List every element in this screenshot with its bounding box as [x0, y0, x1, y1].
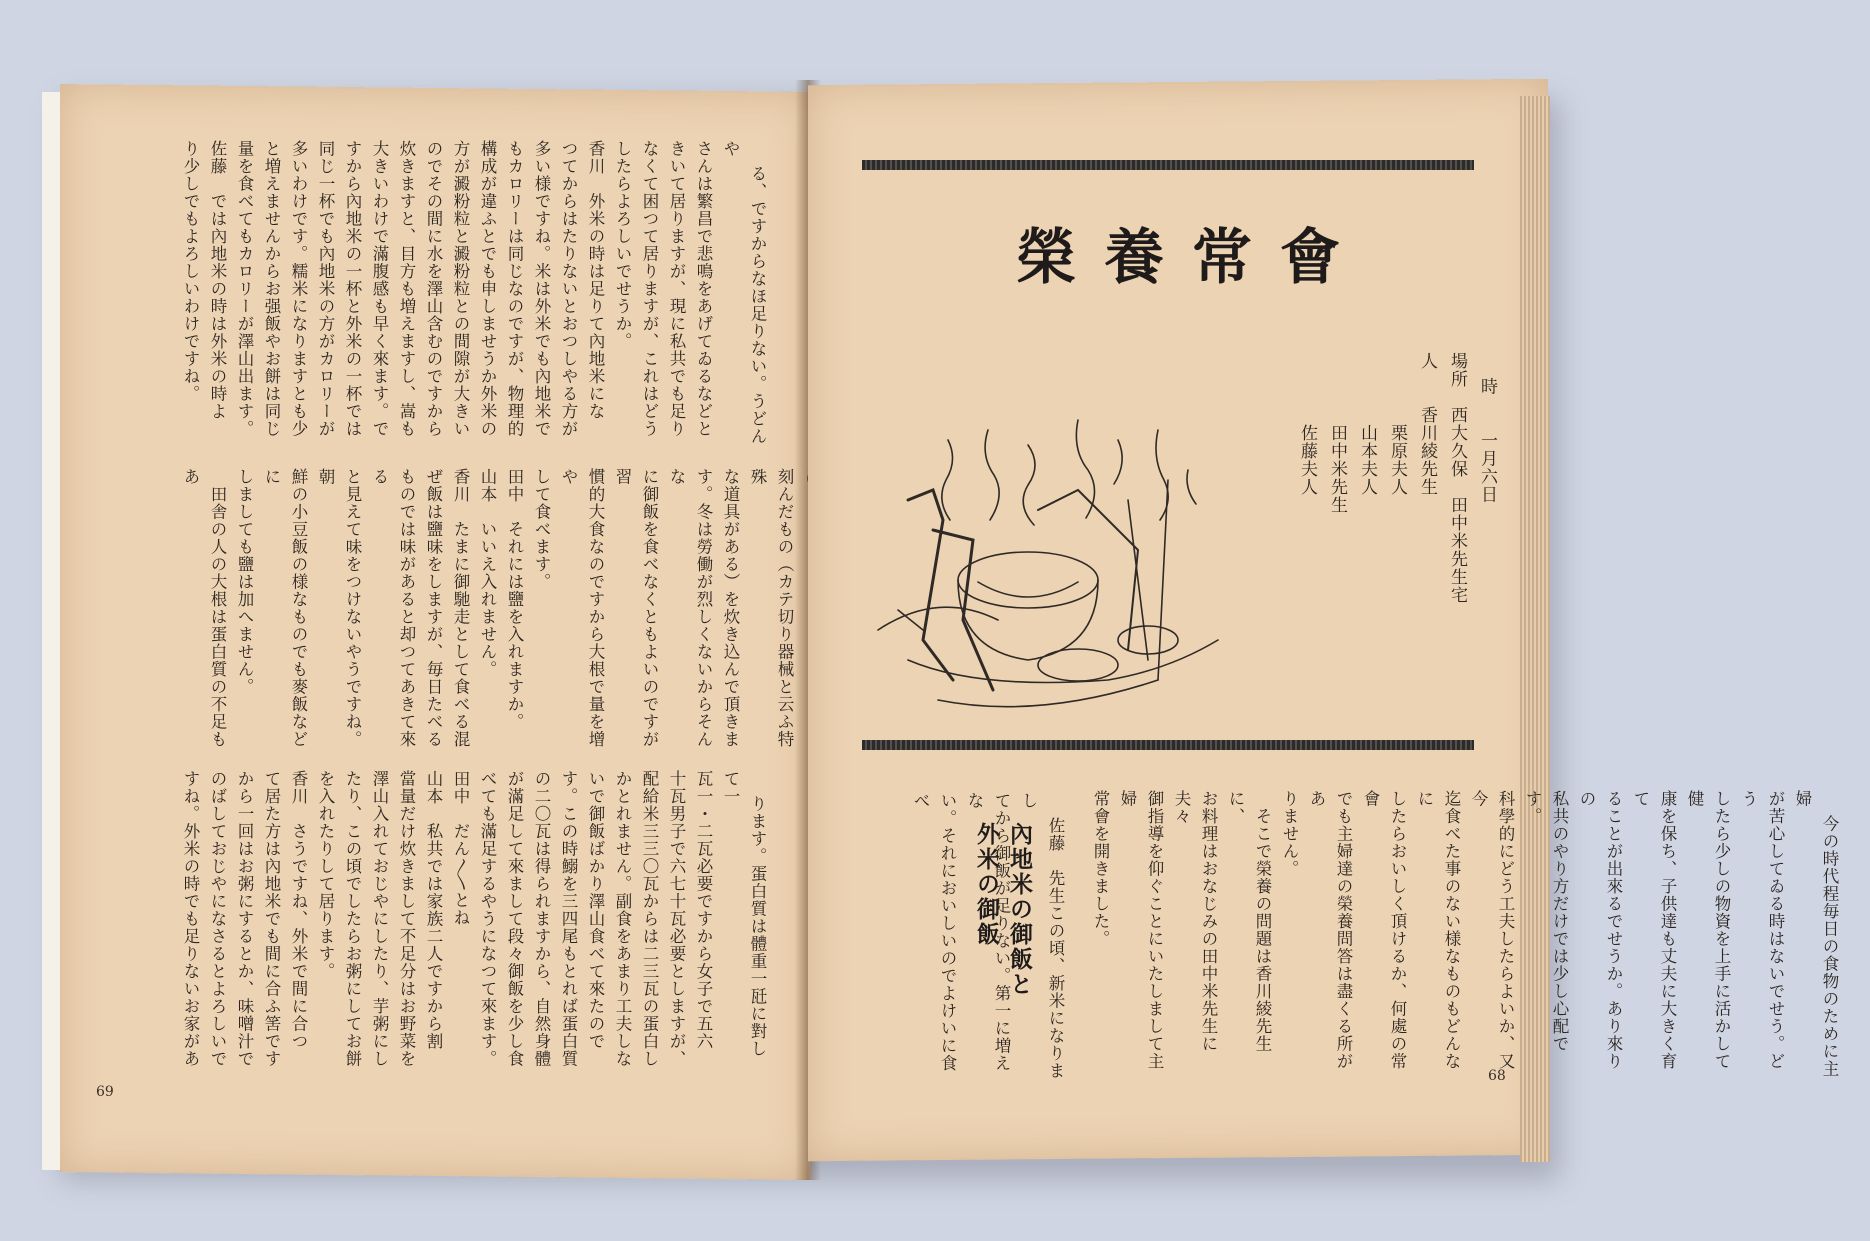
text-line: い。それにおいしいのでよけいに食べ	[911, 792, 957, 1072]
text-line: したらおいしく頂けるか、何處の常會	[1361, 790, 1407, 1070]
text-line: 方が澱粉粒と澱粉粒との間隙が大きい	[451, 140, 470, 438]
meta-block	[1262, 352, 1532, 652]
text-line: さんは繁昌で悲鳴をあげてゐるなどと	[694, 140, 713, 438]
text-line: 鮮の小豆飯の様なものでも麥飯などに	[262, 468, 308, 748]
text-line: つてからはたりないとおつしやる方が	[559, 140, 578, 438]
text-line: 大きいわけで滿腹感も早く來ます。で	[370, 140, 389, 438]
text-line: 慣的大食なのですから大根で量を增や	[559, 468, 605, 748]
text-line: 多い様ですね。米は外米でも內地米で	[532, 140, 551, 438]
text-line: 田中 だん〳〵とね	[451, 770, 470, 927]
text-line: てから御飯が足りない。第一に増えな	[965, 792, 1011, 1072]
text-line: 多いわけです。糯米になりますとも少	[289, 140, 308, 438]
article-title: 榮養常會	[1016, 223, 1368, 293]
text-line: 同じ一杯でも內地米の方がカロリーが	[316, 140, 335, 438]
text-line: す。この時鰯を三四尾もとれば蛋白質	[559, 770, 578, 1068]
text-line: ります。蛋白質は體重一瓩に對して一	[721, 770, 767, 1058]
text-line: 配給米三三〇瓦からは二三瓦の蛋白し	[640, 770, 659, 1068]
text-line: す。冬は勞働が烈しくないからそんな	[667, 468, 713, 748]
meta-line: 山本夫人	[1357, 352, 1377, 496]
title-rule-bottom	[862, 740, 1474, 750]
text-line: しましても鹽は加へません。	[235, 468, 254, 696]
page-edge-strip	[42, 92, 62, 1170]
text-line: ることが出來るでせうか。あり來りの	[1577, 790, 1623, 1070]
text-line: 香川 たまに御馳走として食べる混	[451, 468, 470, 748]
text-line: 香川 さうですね、外米で間に合つ	[289, 770, 308, 1050]
text-line: 今の時代程毎日の食物のために主婦	[1793, 790, 1839, 1078]
meta-line: 田中米先生	[1327, 352, 1347, 514]
text-line: いで御飯ばかり澤山食べて來たので	[586, 770, 605, 1050]
text-line: 御指導を仰ぐことにいたしまして主婦	[1118, 790, 1164, 1070]
text-line: ぜ飯は鹽味をしますが、毎日たべる	[424, 468, 443, 748]
text-line: 量を食べてもカロリーが澤山出ます。	[235, 140, 254, 438]
text-line: 迄食べた事のない様なものもどんなに	[1415, 790, 1461, 1070]
text-line: べても滿足するやうになつて來ます。	[478, 770, 497, 1068]
text-line: 十瓦男子で六七十瓦必要としますが、	[667, 770, 686, 1068]
meta-line: 人 香川綾先生	[1417, 352, 1437, 496]
text-line: ものでは味があると却つてあきて來る	[370, 468, 416, 748]
opening-dialogue	[880, 792, 1096, 1082]
text-line: 田中 それには鹽を入れますか。	[505, 468, 524, 731]
meta-line: 栗原夫人	[1387, 352, 1407, 496]
text-line: すね。外米の時でも足りないお家があ	[181, 770, 200, 1068]
text-line: たり、この頃でしたらお粥にしてお餅	[343, 770, 362, 1068]
text-line: すから內地米の一杯と外米の一杯では	[343, 140, 362, 438]
left-upper-text	[150, 140, 798, 460]
text-line: きいて居りますが、現に私共でも足り	[667, 140, 686, 438]
meta-line: 場所 西大久保 田中米先生宅	[1447, 352, 1467, 604]
text-line: な道具がある）を炊き込んで頂きま	[721, 468, 740, 748]
text-line: りません。	[1280, 790, 1299, 878]
page-number-left: 69	[96, 1084, 114, 1100]
left-lower-text	[150, 770, 798, 1070]
text-line: そこで榮養の問題は香川綾先生に、	[1226, 790, 1272, 1053]
text-line: 當量だけ炊きまして不足分はお野菜を	[397, 770, 416, 1068]
text-line: に御飯を食べなくともよいのですが習	[613, 468, 659, 748]
text-line: が滿足して來まして段々御飯を少し食	[505, 770, 524, 1068]
meta-line: 時 一月六日	[1477, 377, 1497, 504]
text-line: 常會を開きました。	[1091, 790, 1110, 948]
text-line: 山本 いいえ入れません。	[478, 468, 497, 678]
text-line: と見えて味をつけないやうですね。朝	[316, 468, 362, 748]
page-number-right: 68	[1488, 1068, 1506, 1084]
text-line: る、ですからなほ足りない。うどんや	[721, 140, 767, 445]
text-line: のばしておじやになさるとよろしいで	[208, 770, 227, 1068]
text-line: のでその間に水を澤山含むのですから	[424, 140, 443, 438]
text-line: 澤山入れておじやにしたり、芋粥にし	[370, 770, 389, 1068]
text-line: かとれません。副食をあまり工夫しな	[613, 770, 632, 1068]
section-subtitle: 內地米の御飯と外米の御飯	[973, 822, 1032, 997]
text-line: 佐藤 では內地米の時は外米の時よ	[208, 140, 227, 420]
cooking-pot-illustration	[878, 410, 1238, 770]
text-line: なくて困つて居りますが、これはどう	[640, 140, 659, 438]
text-line: 康を保ち、子供達も丈夫に大きく育て	[1631, 790, 1677, 1070]
text-line: お料理はおなじみの田中米先生に夫々	[1172, 790, 1218, 1053]
text-line: 私共のやり方だけでは少し心配です。	[1523, 790, 1569, 1053]
text-line: 田舎の人の大根は蛋白質の不足もあ	[181, 468, 227, 748]
text-line: 香川 外米の時は足りて內地米にな	[586, 140, 605, 420]
text-line: 構成が違ふとでも申しませうか外米の	[478, 140, 497, 438]
text-line: したらよろしいでせうか。	[613, 140, 632, 350]
text-line: して食べます。	[532, 468, 551, 591]
title-rule-top	[862, 160, 1474, 170]
text-line: 科學的にどう工夫したらよいか、又今	[1469, 790, 1515, 1070]
text-line: したら少しの物資を上手に活かして健	[1685, 790, 1731, 1070]
text-line: でも主婦達の榮養問答は盡くる所があ	[1307, 790, 1353, 1070]
text-line: と増えませんからお强飯やお餅は同じ	[262, 140, 281, 438]
text-line: が苦心してゐる時はないでせう。どう	[1739, 790, 1785, 1070]
text-line: 山本 私共では家族二人ですから割	[424, 770, 443, 1050]
text-line: て居た方は內地米でも間に合ふ筈です	[262, 770, 281, 1068]
text-line: 佐藤 先生この頃、新米になりまし	[1019, 792, 1065, 1080]
text-line: 瓦一・二瓦必要ですから女子で五六	[694, 770, 713, 1050]
text-line: を入れたりして居ります。	[316, 770, 335, 980]
text-line: 刻んだもの（カテ切り器械と云ふ特殊	[748, 468, 794, 748]
meta-line: 佐藤夫人	[1297, 352, 1317, 496]
intro-text	[1060, 790, 1870, 1080]
text-line: の二〇瓦は得られますから、自然身體	[532, 770, 551, 1068]
text-line: から一回はお粥にするとか、味噌汁で	[235, 770, 254, 1068]
text-line: 炊きますと、目方も増えますし、嵩も	[397, 140, 416, 438]
text-line: もカロリーは同じなのですが、物理的	[505, 140, 524, 438]
text-line: り少しでもよろしいわけですね。	[181, 140, 200, 403]
